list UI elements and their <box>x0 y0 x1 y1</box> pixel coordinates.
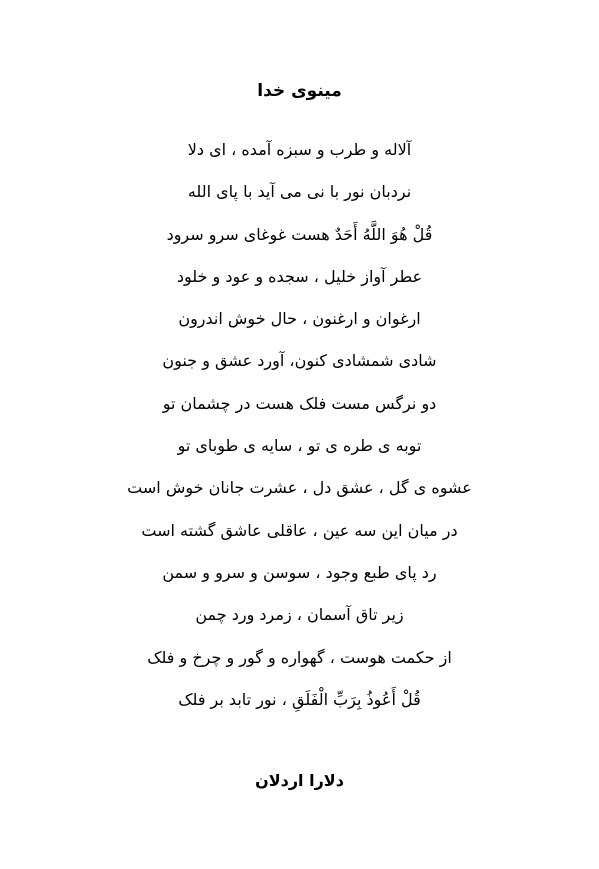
verse-line: زیر تاق آسمان ، زمرد ورد چمن <box>195 605 404 625</box>
verse-line: دو نرگس مست فلک هست در چشمان تو <box>162 393 437 413</box>
poem-body <box>0 135 599 727</box>
verse-line: آلاله و طرب و سبزه آمده ، ای دلا <box>187 140 412 159</box>
verse-line: قُلْ هُوَ اللَّهُ أَحَدٌ هست غوغای سرو سرود <box>166 224 433 244</box>
verse-line: توبه ی طره ی تو ، سایه ی طوبای تو <box>177 436 422 456</box>
verse-line: عطر آواز خلیل ، سجده و عود و خلود <box>176 266 423 286</box>
author-signature: دلارا اردلان <box>255 771 344 790</box>
poem-title: مینوی خدا <box>257 81 342 101</box>
verse-line: قُلْ أَعُوذُ بِرَبِّ الْفَلَقِ ، نور تابد بر فلک <box>178 689 421 709</box>
verse-line: رد پای طبع وجود ، سوسن و سرو و سمن <box>162 562 437 582</box>
verse-line: شادی شمشادی کنون، آورد عشق و جنون <box>162 351 437 371</box>
verse-line: از حکمت هوست ، گهواره و گور و چرخ و فلک <box>147 647 452 667</box>
verse-line: در میان این سه عین ، عاقلی عاشق گشته است <box>141 520 458 540</box>
verse-line: ارغوان و ارغنون ، حال خوش اندرون <box>178 309 421 329</box>
verse-line: نردبان نور با نی می آید با پای الله <box>187 182 412 202</box>
verse-line: عشوه ی گل ، عشق دل ، عشرت جانان خوش است <box>127 478 472 498</box>
